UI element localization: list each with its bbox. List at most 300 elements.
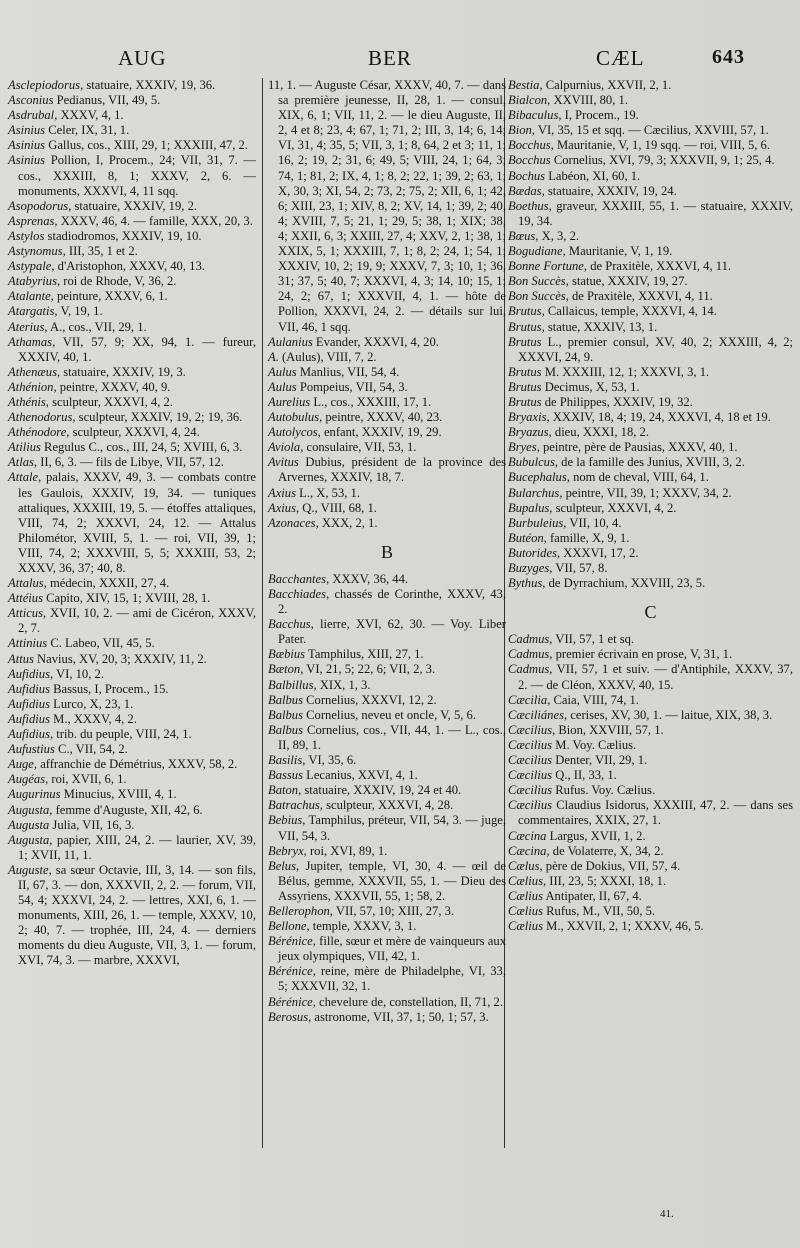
entry-references: M., XXXV, 4, 2.: [49, 711, 137, 726]
entry-references: 11, 1. — Auguste César, XXXV, 40, 7. — dans sa première jeunesse, II, 28, 1. — consul, XIX, 6, 1; VII, 11, 2. — le dieu Auguste, II, 2, 4 et 8; 23, 4; 67, 1; 71, 2; III, 3, 14; 6, 14; VI, 31, 4; 35, 5; VII, 3, 1; 8, 64, 2 et 3; 11, 1; 16, 2; 19, 2; 31, 6; 49, 5; VIII, 24, 1; 64, 3; 74, 1; 81, 2; IX, 4, 1; 8, 2; 22, 1; 39, 2; 63, 1; X, 30, 3; XI, 54, 2; 73, 2; 75, 2; XII, 6, 1; 42, 6; XIII, 23, 1; XIV, 8, 2; XV, 14, 1; 39, 2; 40, 4; XVIII, 7, 5; 21, 1; 29, 5; 38, 1; XIX; 38, 4; XXII, 6, 3; XXIII, 27, 4; XXV, 2, 1; 38, 1; XXIX, 5, 1; XXXIII, 7, 1; 8, 2; 24, 1; 54, 1; XXXIV, 10, 2; 19, 9; XXXV, 7, 3; 10, 1; 36, 31; 37, 5; 40, 7; XXXVI, 4, 3; 14, 10; 15, 1; 24, 2; 67, 1; XXXVII, 4, 1. — hôte de Pollion, XXXVI, 24, 2. — détails sur lui, VII, 46, 1 sqq.: [268, 78, 506, 334]
index-entry: [8, 138, 256, 153]
index-entry: [268, 78, 506, 335]
entry-headword: Asinius: [8, 153, 46, 168]
index-entry: [8, 123, 256, 138]
index-entry: [508, 335, 793, 365]
entry-headword: Atlas: [8, 455, 34, 470]
index-entry: [8, 153, 256, 198]
index-entry: [268, 904, 506, 919]
index-entry: [268, 844, 506, 859]
index-entry: [508, 632, 793, 647]
entry-headword: Aulus: [268, 379, 297, 394]
index-entry: [8, 229, 256, 244]
entry-headword: Athenodorus: [8, 410, 73, 425]
index-entry: [268, 798, 506, 813]
entry-references: , statuaire, XXXIV, 19, 36.: [80, 78, 216, 92]
entry-references: M., XXVII, 2, 1; XXXV, 46, 5.: [543, 919, 704, 934]
entry-headword: Bérénice: [268, 934, 313, 949]
index-entry: [8, 335, 256, 365]
index-entry: [508, 123, 793, 138]
entry-references: , Mauritanie, V, 1, 19.: [562, 244, 673, 259]
entry-references: , sculpteur, XXXIV, 19, 2; 19, 36.: [72, 410, 243, 425]
index-entry: [508, 708, 793, 723]
entry-headword: Cæcina: [508, 843, 547, 858]
entry-references: Tamphilus, XIII, 27, 1.: [305, 647, 424, 662]
index-entry: [8, 455, 256, 470]
entry-headword: Aurelius: [268, 394, 311, 409]
entry-headword: Burbuleius: [508, 515, 564, 530]
entry-references: , VI, 21, 5; 22, 6; VII, 2, 3.: [300, 662, 436, 677]
entry-headword: Brutus: [508, 319, 542, 334]
entry-headword: Brutus: [508, 379, 542, 394]
entry-headword: Cæcilius: [508, 768, 553, 783]
entry-headword: Cadmus: [508, 662, 550, 677]
entry-references: L., premier consul, XV, 40, 2; XXXIII, 4, 2; XXXVI, 24, 9.: [518, 334, 793, 364]
entry-references: , statuaire, XXXIV, 19, 24.: [541, 183, 677, 198]
entry-references: , VII, 57, 1 et sq.: [549, 632, 635, 647]
entry-headword: Atticus: [8, 606, 43, 621]
entry-references: , peintre, VII, 39, 1; XXXV, 34, 2.: [559, 485, 732, 500]
index-entry: [508, 662, 793, 692]
index-entry: [268, 425, 506, 440]
entry-headword: Astynomus: [8, 244, 63, 259]
entry-references: Capito, XIV, 15, 1; XVIII, 28, 1.: [42, 591, 211, 606]
index-entry: [508, 889, 793, 904]
entry-headword: Athenæus: [8, 364, 57, 379]
index-entry: [268, 995, 506, 1010]
index-entry: [268, 647, 506, 662]
entry-references: Cornelius, XXXVI, 12, 2.: [302, 692, 437, 707]
entry-references: Minucius, XVIII, 4, 1.: [60, 787, 177, 802]
entry-headword: Cælius: [508, 873, 543, 888]
entry-headword: Bérénice: [268, 964, 313, 979]
index-entry: [508, 274, 793, 289]
entry-references: , VI, 35, 15 et sqq. — Cæcilius, XXVIII, 57, 1.: [531, 123, 769, 138]
entry-references: , III, 35, 1 et 2.: [62, 244, 138, 259]
entry-headword: Bæton: [268, 662, 301, 677]
entry-references: , peintre, père de Pausias, XXXV, 40, 1.: [536, 440, 738, 455]
entry-headword: Bebius: [268, 813, 303, 828]
entry-references: , Mauritanie, V, 1, 19 sqq. — roi, VIII, 5, 6.: [550, 138, 770, 153]
entry-headword: Attinius: [8, 636, 48, 651]
entry-references: , consulaire, VII, 53, 1.: [300, 440, 417, 455]
entry-headword: Cælus: [508, 858, 540, 873]
index-entry: [8, 818, 256, 833]
entry-headword: Cæcina: [508, 828, 547, 843]
signature-mark: 41.: [660, 1208, 674, 1220]
entry-references: , peintre, XXXV, 40, 9.: [53, 379, 171, 394]
entry-headword: Belus: [268, 858, 296, 873]
entry-references: Bassus, I, Procem., 15.: [49, 681, 169, 696]
index-entry: [8, 772, 256, 787]
index-entry: [268, 964, 506, 994]
entry-references: , premier écrivain en prose, V, 31, 1.: [549, 647, 733, 662]
index-entry: [8, 742, 256, 757]
index-entry: [8, 320, 256, 335]
index-entry: [8, 682, 256, 697]
entry-references: , de Volaterre, X, 34, 2.: [546, 843, 664, 858]
index-entry: [268, 662, 506, 677]
entry-headword: Axius: [268, 485, 296, 500]
entry-headword: Bochus: [508, 168, 546, 183]
entry-references: Dubius, président de la province des Arvernes, XXXIV, 18, 7.: [278, 455, 506, 485]
entry-references: , roi de Rhode, V, 36, 2.: [56, 274, 177, 289]
index-entry: [8, 108, 256, 123]
index-entry: [268, 783, 506, 798]
index-entry: [508, 108, 793, 123]
index-entry: [508, 486, 793, 501]
entry-references: , de Dyrrachium, XXVIII, 23, 5.: [542, 576, 706, 591]
entry-headword: Auguste: [8, 862, 49, 877]
entry-headword: Batrachus: [268, 798, 320, 813]
entry-references: Rufus. Voy. Cælius.: [552, 783, 656, 798]
entry-references: , sculpteur, XXXVI, 4, 28.: [319, 798, 454, 813]
index-entry: [8, 712, 256, 727]
index-entry: [508, 783, 793, 798]
index-entry: [508, 440, 793, 455]
entry-headword: Athamas: [8, 334, 53, 349]
entry-headword: Brutus: [508, 334, 542, 349]
entry-references: , sculpteur, XXXVI, 4, 2.: [549, 500, 677, 515]
entry-headword: Bellone: [268, 919, 307, 934]
entry-headword: Avitus: [268, 455, 299, 470]
index-entry: [508, 244, 793, 259]
entry-references: , X, 3, 2.: [535, 228, 580, 243]
entry-headword: Bularchus: [508, 485, 560, 500]
entry-references: Decimus, X, 53, 1.: [541, 379, 640, 394]
entry-references: , temple, XXXV, 3, 1.: [306, 919, 417, 934]
entry-references: , VII, 57, 1 et suiv. — d'Antiphile, XXXV, 37, 2. — de Cléon, XXXV, 40, 15.: [518, 662, 793, 692]
entry-references: (Aulus), VIII, 7, 2.: [278, 349, 377, 364]
index-entry: [508, 259, 793, 274]
entry-headword: Aulus: [268, 364, 297, 379]
index-entry: [508, 380, 793, 395]
index-entry: [8, 606, 256, 636]
entry-headword: Asopodorus: [8, 198, 69, 213]
entry-headword: Bubulcus: [508, 455, 555, 470]
index-entry: [8, 757, 256, 772]
running-head-right: CÆL: [596, 46, 645, 70]
entry-references: , Caia, VIII, 74, 1.: [547, 692, 639, 707]
entry-references: , VI, 10, 2.: [49, 666, 104, 681]
entry-headword: Axius: [268, 500, 296, 515]
entry-headword: Bogudiane: [508, 244, 563, 259]
entry-headword: Athénis: [8, 394, 46, 409]
entry-headword: Azonaces: [268, 515, 316, 530]
entry-headword: Bæbius: [268, 647, 306, 662]
entry-headword: Cadmus: [508, 632, 550, 647]
entry-headword: Bassus: [268, 768, 303, 783]
index-entry: [508, 93, 793, 108]
entry-headword: Aulanius: [268, 334, 313, 349]
entry-references: , XIX, 1, 3.: [313, 677, 371, 692]
entry-headword: Cæcilius: [508, 783, 553, 798]
index-entry: [508, 425, 793, 440]
entry-references: , chevelure de, constellation, II, 71, 2.: [312, 994, 503, 1009]
index-entry: [508, 693, 793, 708]
index-entry: [268, 501, 506, 516]
entry-references: , nom de cheval, VIII, 64, 1.: [566, 470, 709, 485]
entry-references: de Philippes, XXXIV, 19, 32.: [541, 394, 693, 409]
entry-references: , cerises, XV, 30, 1. — laitue, XIX, 38, 3.: [563, 707, 773, 722]
entry-references: , Q., VIII, 68, 1.: [295, 500, 377, 515]
index-entry: [8, 304, 256, 319]
entry-headword: Bion: [508, 123, 532, 138]
entry-headword: Butéon: [508, 530, 544, 545]
index-entry: [508, 138, 793, 153]
entry-headword: Cælius: [508, 903, 543, 918]
entry-references: , fille, sœur et mère de vainqueurs aux jeux olympiques, VII, 42, 1.: [278, 934, 506, 964]
index-entry: [8, 244, 256, 259]
entry-references: , reine, mère de Philadelphe, VI, 33, 5; XXXVII, 32, 1.: [278, 964, 506, 994]
entry-references: , A., cos., VII, 29, 1.: [44, 319, 147, 334]
entry-headword: Astylos: [8, 228, 45, 243]
index-entry: [508, 874, 793, 889]
entry-references: Labéon, XI, 60, 1.: [545, 168, 641, 183]
running-head-center: BER: [368, 46, 412, 70]
entry-references: , femme d'Auguste, XII, 42, 6.: [49, 802, 203, 817]
entry-references: , enfant, XXXIV, 19, 29.: [317, 425, 442, 440]
entry-references: Gallus, cos., XIII, 29, 1; XXXIII, 47, 2.: [45, 138, 248, 153]
index-entry: [508, 738, 793, 753]
index-entry: [508, 229, 793, 244]
entry-headword: Bacchiades: [268, 587, 327, 601]
index-entry: [508, 410, 793, 425]
entry-headword: Cæcilius: [508, 737, 553, 752]
entry-references: , statuaire, XXXIV, 19, 2.: [68, 198, 198, 213]
entry-headword: Aterius: [8, 319, 45, 334]
entry-headword: Cælius: [508, 888, 543, 903]
entry-references: stadiodromos, XXXIV, 19, 10.: [44, 228, 202, 243]
entry-references: , Bion, XXVIII, 57, 1.: [552, 722, 664, 737]
entry-references: , dieu, XXXI, 18, 2.: [548, 425, 649, 440]
index-entry: [8, 425, 256, 440]
entry-references: , XVII, 10, 2. — ami de Cicéron, XXXV, 2, 7.: [18, 606, 256, 636]
entry-references: , peintre, XXXV, 40, 23.: [319, 410, 443, 425]
index-entry: [268, 335, 506, 350]
entry-references: , I, Procem., 19.: [558, 108, 639, 123]
index-entry: [508, 904, 793, 919]
column-divider: [262, 78, 263, 1148]
entry-references: , roi, XVII, 6, 1.: [45, 772, 127, 787]
index-entry: [508, 576, 793, 591]
index-entry: [8, 440, 256, 455]
index-entry: [508, 169, 793, 184]
entry-references: , statue, XXXIV, 19, 27.: [565, 274, 688, 289]
entry-headword: Balbus: [268, 707, 303, 722]
entry-references: Cornelius, cos., VII, 44, 1. — L., cos., II, 89, 1.: [278, 722, 506, 752]
entry-headword: Cæcilius: [508, 722, 553, 737]
entry-headword: Asclepiodorus: [8, 78, 81, 92]
entry-headword: Autolycos: [268, 425, 318, 440]
index-entry: [8, 787, 256, 802]
entry-references: Pedianus, VII, 49, 5.: [53, 93, 161, 108]
entry-headword: Asdrubal: [8, 108, 55, 123]
entry-references: , Tamphilus, préteur, VII, 54, 3. — juge, VII, 54, 3.: [278, 813, 506, 843]
index-entry: [268, 934, 506, 964]
index-entry: [268, 380, 506, 395]
entry-references: , XXXVI, 17, 2.: [556, 545, 639, 560]
index-entry: [268, 572, 506, 587]
index-entry: [508, 455, 793, 470]
entry-headword: Balbus: [268, 722, 303, 737]
entry-headword: Bestia: [508, 78, 540, 92]
entry-references: Evander, XXXVI, 4, 20.: [312, 334, 439, 349]
index-entry: [8, 93, 256, 108]
entry-headword: Bacchantes: [268, 571, 327, 586]
entry-headword: Bon Succès: [508, 274, 566, 289]
index-entry: [268, 516, 506, 531]
entry-references: , XXX, 2, 1.: [315, 515, 378, 530]
index-entry: [268, 587, 506, 617]
entry-headword: Bœus: [508, 228, 536, 243]
index-entry: [8, 667, 256, 682]
index-entry: [268, 486, 506, 501]
entry-headword: Atargatis: [8, 304, 55, 319]
entry-references: , statuaire, XXXIV, 19, 24 et 40.: [298, 783, 462, 798]
index-entry: [508, 78, 793, 93]
entry-references: L., cos., XXXIII, 17, 1.: [310, 394, 432, 409]
entry-headword: Attale: [8, 470, 39, 485]
entry-references: Lurco, X, 23, 1.: [49, 696, 134, 711]
entry-headword: Cælius: [508, 919, 543, 934]
entry-references: , VII, 57, 9; XX, 94, 1. — fureur, XXXIV, 40, 1.: [18, 334, 256, 364]
entry-headword: Brutus: [508, 364, 542, 379]
entry-references: , graveur, XXXIII, 55, 1. — statuaire, XXXIV, 19, 34.: [518, 198, 793, 228]
entry-headword: Aviola: [268, 440, 301, 455]
index-entry: [8, 833, 256, 863]
index-entry: [508, 470, 793, 485]
index-entry: [508, 647, 793, 662]
index-entry: [508, 153, 793, 168]
entry-headword: Auge: [8, 757, 34, 772]
entry-headword: Augusta: [8, 802, 50, 817]
entry-headword: Baton: [268, 783, 299, 798]
entry-headword: Bellerophon: [268, 903, 330, 918]
entry-references: Claudius Isidorus, XXXIII, 47, 2. — dans ses commentaires, XXIX, 27, 1.: [518, 798, 793, 828]
entry-headword: Bryaxis: [508, 410, 547, 425]
entry-headword: Bryes: [508, 440, 537, 455]
entry-references: , Callaicus, temple, XXXVI, 4, 14.: [541, 304, 717, 319]
entry-references: , statue, XXXIV, 13, 1.: [541, 319, 658, 334]
entry-references: , sculpteur, XXXVI, 4, 24.: [66, 425, 200, 440]
entry-references: Cornelius, neveu et oncle, V, 5, 6.: [302, 707, 477, 722]
index-entry: [8, 289, 256, 304]
entry-headword: Asinius: [8, 123, 46, 138]
entry-headword: Bibaculus: [508, 108, 559, 123]
entry-references: Manlius, VII, 54, 4.: [296, 364, 400, 379]
entry-references: , peinture, XXXV, 6, 1.: [50, 289, 168, 304]
index-entry: [268, 365, 506, 380]
entry-references: Largus, XVII, 1, 2.: [546, 828, 646, 843]
index-entry: [268, 395, 506, 410]
entry-references: , XXXV, 4, 1.: [54, 108, 124, 123]
entry-references: Denter, VII, 29, 1.: [552, 753, 648, 768]
entry-references: , de Praxitèle, XXXVI, 4, 11.: [565, 289, 713, 304]
index-entry: [8, 863, 256, 969]
index-entry: [8, 727, 256, 742]
index-column-1: [8, 78, 256, 1178]
entry-references: , sculpteur, XXXVI, 4, 2.: [45, 394, 173, 409]
entry-references: Pompeius, VII, 54, 3.: [296, 379, 408, 394]
entry-references: , de la famille des Junius, XVIII, 3, 2.: [554, 455, 745, 470]
entry-headword: Asinius: [8, 138, 46, 153]
entry-headword: Asconius: [8, 93, 54, 108]
entry-references: Lecanius, XXVI, 4, 1.: [303, 768, 418, 783]
index-entry: [8, 470, 256, 576]
entry-headword: A.: [268, 349, 279, 364]
entry-references: , papier, XIII, 24, 2. — laurier, XV, 39, 1; XVII, 11, 1.: [18, 832, 256, 862]
index-entry: [268, 455, 506, 485]
index-entry: [8, 803, 256, 818]
entry-headword: Aufidius: [8, 696, 50, 711]
entry-headword: Aufustius: [8, 742, 55, 757]
index-entry: [8, 259, 256, 274]
index-entry: [8, 576, 256, 591]
entry-headword: Augurinus: [8, 787, 61, 802]
index-entry: [508, 561, 793, 576]
entry-references: , père de Dokius, VII, 57, 4.: [539, 858, 681, 873]
entry-references: , VII, 10, 4.: [563, 515, 622, 530]
entry-headword: Bryazus: [508, 425, 549, 440]
entry-headword: Berosus: [268, 1009, 309, 1024]
entry-references: M. Voy. Cælius.: [552, 737, 637, 752]
entry-references: , sa sœur Octavie, III, 3, 14. — son fils, II, 67, 3. — don, XXXVII, 2, 2. — forum, VII, 54, 4; XXXVI, 24, 2. — lettres, XXI, 6, 1. — monuments, XIII, 26, 1. — temple, XXXV, 10, 2; 40, 7. — trophée, III, 24, 4. — derniers moments du dieu Auguste, VII, 3, 1. — forum, XVI, 74, 3. — marbre, XXXVI,: [18, 862, 256, 968]
entry-references: , II, 6, 3. — fils de Libye, VII, 57, 12.: [33, 455, 224, 470]
entry-references: , statuaire, XXXIV, 19, 3.: [56, 364, 186, 379]
index-entry: [508, 320, 793, 335]
entry-references: Celer, IX, 31, 1.: [45, 123, 130, 138]
index-entry: [268, 708, 506, 723]
entry-references: C. Labeo, VII, 45, 5.: [47, 636, 155, 651]
index-entry: [268, 859, 506, 904]
entry-references: Julia, VII, 16, 3.: [49, 817, 135, 832]
entry-references: Antipater, II, 67, 4.: [543, 888, 642, 903]
index-entry: [268, 693, 506, 708]
entry-headword: Bacchus: [268, 617, 311, 632]
entry-references: , III, 23, 5; XXXI, 18, 1.: [543, 873, 667, 888]
entry-references: M. XXXIII, 12, 1; XXXVI, 3, 1.: [541, 364, 710, 379]
entry-references: , VI, 35, 6.: [302, 753, 357, 768]
entry-references: , trib. du peuple, VIII, 24, 1.: [49, 727, 192, 742]
index-entry: [8, 410, 256, 425]
index-entry: [8, 380, 256, 395]
entry-headword: Bon Succès: [508, 289, 566, 304]
index-entry: [268, 768, 506, 783]
entry-references: , palais, XXXV, 49, 3. — combats contre les Gaulois, XXXIV, 19, 34. — tuniques attaliques, XXXIII, 19, 5. — étoffes attaliques, VIII, 74, 2; XXXVI, 24, 12. — Attalus Philométor, XVIII, 5, 1. — roi, VII, 39, 1; VIII, 74, 2; XXXVIII, 5, 5; XXXIII, 53, 2; XXXV, 36, 37; 40, 8.: [18, 470, 256, 575]
index-entry: [508, 844, 793, 859]
index-entry: [508, 753, 793, 768]
index-entry: [268, 678, 506, 693]
entry-headword: Athénodore: [8, 425, 67, 440]
entry-references: , affranchie de Démétrius, XXXV, 58, 2.: [33, 757, 238, 772]
index-entry: [508, 919, 793, 934]
entry-headword: Athénion: [8, 379, 54, 394]
entry-references: , XXXIV, 18, 4; 19, 24, XXXVI, 4, 18 et 19.: [546, 410, 771, 425]
entry-references: , d'Aristophon, XXXV, 40, 13.: [51, 259, 205, 274]
entry-references: , chassés de Corinthe, XXXV, 43, 2.: [278, 587, 506, 617]
section-letter: C: [644, 602, 657, 623]
index-entry: [268, 813, 506, 843]
running-head: [0, 46, 800, 80]
index-entry: [508, 289, 793, 304]
entry-headword: Brutus: [508, 304, 542, 319]
index-entry: [508, 365, 793, 380]
entry-references: , VII, 57, 10; XIII, 27, 3.: [329, 903, 455, 918]
entry-references: Cornelius, XVI, 79, 3; XXXVII, 9, 1; 25, 4.: [550, 153, 775, 168]
index-entry: [8, 78, 256, 93]
entry-headword: Bucephalus: [508, 470, 567, 485]
